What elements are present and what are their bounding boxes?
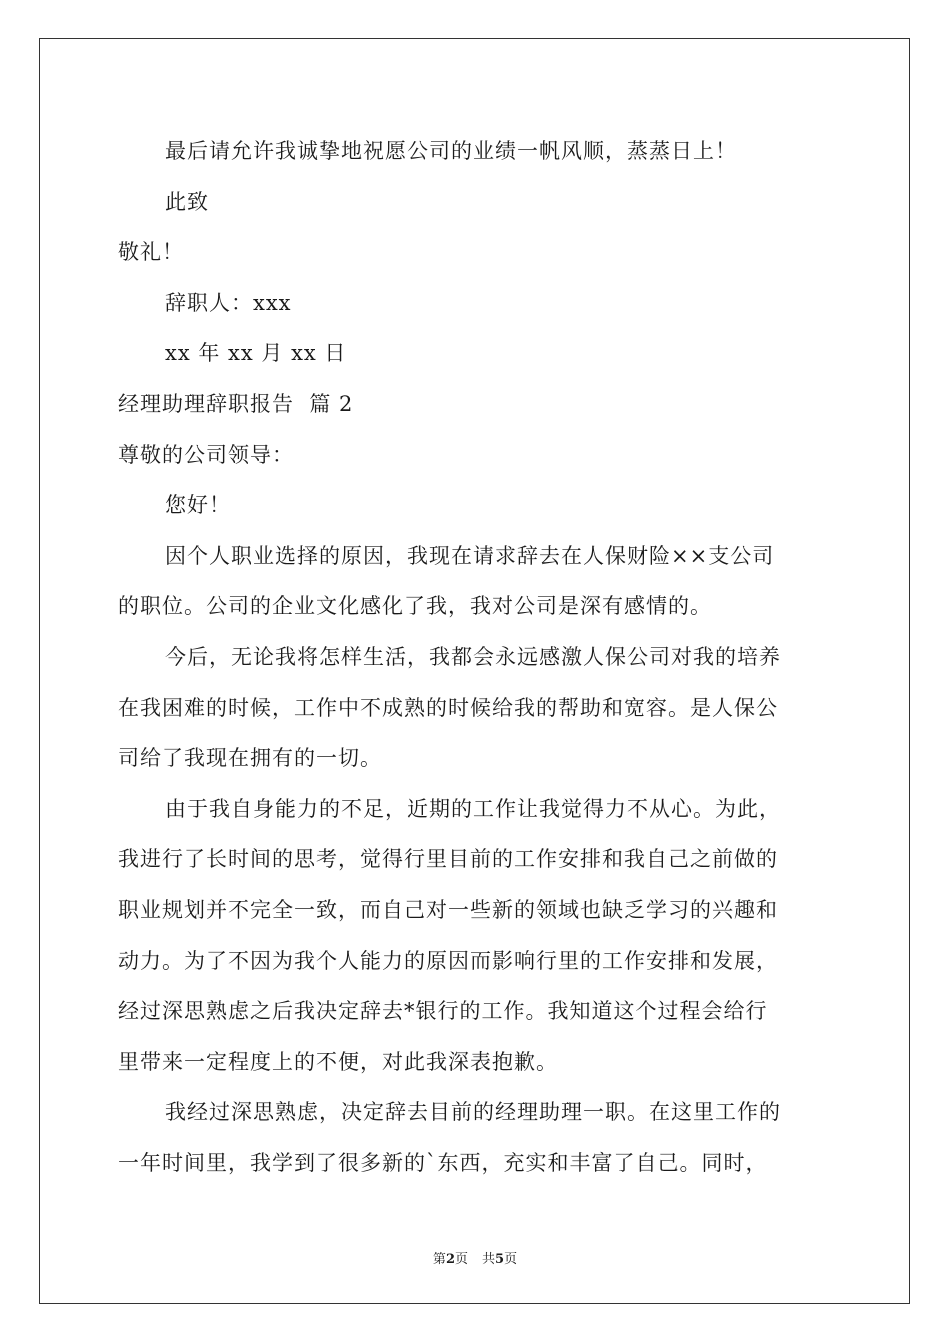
section-title: 经理助理辞职报告 篇 2 [118, 391, 354, 416]
paragraph-line: 里带来一定程度上的不便，对此我深表抱歉。 [118, 1049, 558, 1074]
page-footer [0, 1248, 950, 1267]
closing-wish: 最后请允许我诚挚地祝愿公司的业绩一帆风顺，蒸蒸日上！ [165, 139, 737, 163]
paragraph-line: 因个人职业选择的原因，我现在请求辞去在人保财险××支公司 [165, 543, 775, 568]
page-number: 2 [445, 1252, 455, 1267]
salutation-jingli: 敬礼！ [118, 240, 184, 265]
date: xx 年 xx 月 xx 日 [165, 341, 347, 366]
paragraph-line: 职业规划并不完全一致，而自己对一些新的领域也缺乏学习的兴趣和 [118, 897, 778, 922]
greeting-recipient: 尊敬的公司领导： [118, 442, 294, 467]
paragraph-line: 的职位。公司的企业文化感化了我，我对公司是深有感情的。 [118, 594, 712, 619]
paragraph-line: 在我困难的时候，工作中不成熟的时候给我的帮助和宽容。是人保公 [118, 695, 778, 720]
page-prefix: 第 [432, 1252, 446, 1267]
signer: 辞职人：xxx [165, 290, 292, 315]
document-body [118, 126, 834, 1188]
paragraph-line: 今后，无论我将怎样生活，我都会永远感激人保公司对我的培养 [165, 644, 781, 669]
total-pages: 5 [495, 1252, 505, 1267]
total-suffix: 页 [504, 1252, 518, 1267]
salutation-cizhi: 此致 [165, 189, 209, 214]
paragraph-line: 经过深思熟虑之后我决定辞去*银行的工作。我知道这个过程会给行 [118, 999, 768, 1024]
paragraph-line: 司给了我现在拥有的一切。 [118, 746, 382, 771]
total-prefix: 共 [482, 1252, 496, 1267]
paragraph-line: 我进行了长时间的思考，觉得行里目前的工作安排和我自己之前做的 [118, 847, 778, 872]
greeting-hello: 您好！ [165, 493, 231, 518]
paragraph-line: 动力。为了不因为我个人能力的原因而影响行里的工作安排和发展， [118, 948, 778, 973]
page-suffix: 页 [454, 1252, 468, 1267]
paragraph-line: 由于我自身能力的不足，近期的工作让我觉得力不从心。为此， [165, 796, 781, 821]
paragraph-line: 一年时间里，我学到了很多新的`东西，充实和丰富了自己。同时， [118, 1150, 768, 1175]
paragraph-line: 我经过深思熟虑，决定辞去目前的经理助理一职。在这里工作的 [165, 1100, 781, 1125]
